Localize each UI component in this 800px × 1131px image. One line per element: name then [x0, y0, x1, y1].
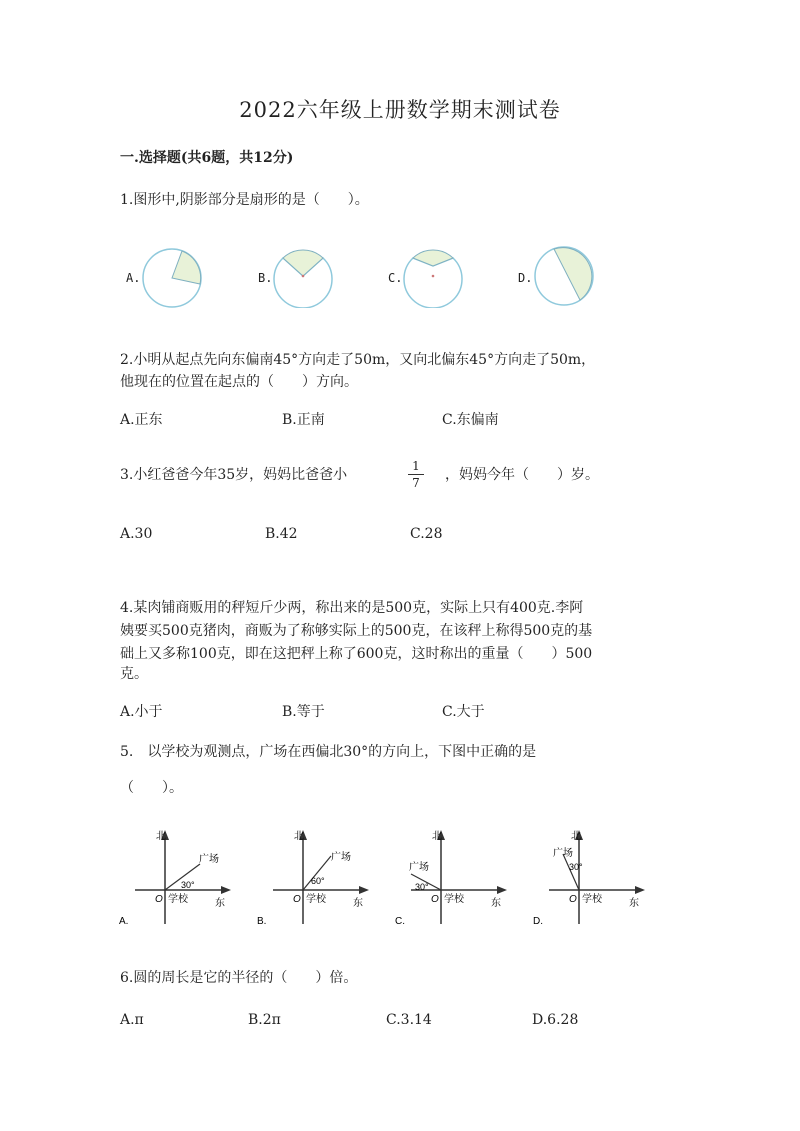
north-label: 北: [156, 831, 166, 842]
q2-option-b[interactable]: B.正南: [282, 412, 325, 428]
east-label: 东: [215, 898, 225, 909]
q4-option-c[interactable]: C.大于: [442, 704, 485, 720]
q2-option-c[interactable]: C.东偏南: [442, 412, 499, 428]
q5-figure-b[interactable]: [253, 826, 373, 928]
east-label: 东: [491, 898, 501, 909]
q4-option-b[interactable]: B.等于: [282, 704, 325, 720]
angle-label: 30°: [181, 880, 195, 890]
q5-option-b-label[interactable]: B.: [257, 916, 267, 927]
school-label: 学校: [582, 894, 602, 905]
q5-option-d-label[interactable]: D.: [533, 916, 543, 927]
q1-option-d-label[interactable]: D.: [518, 271, 533, 285]
q1-option-a-label[interactable]: A.: [126, 271, 141, 285]
q5-figure-a[interactable]: [115, 826, 235, 928]
angle-label: 60°: [311, 876, 325, 886]
q3-stem-b: ，妈妈今年（ ）岁。: [445, 467, 599, 483]
north-label: 北: [571, 831, 581, 842]
origin-label: O: [293, 894, 301, 905]
q5-figure-c[interactable]: [391, 826, 511, 928]
north-label: 北: [432, 831, 442, 842]
q2-stem-line1: 2.小明从起点先向东偏南45°方向走了50m，又向北偏东45°方向走了50m，: [120, 352, 596, 368]
q3-option-b[interactable]: B.42: [265, 526, 298, 542]
q5-stem-line1: 5. 以学校为观测点，广场在西偏北30°的方向上，下图中正确的是: [120, 744, 537, 760]
plaza-label: 广场: [553, 848, 573, 859]
q1-option-c-label[interactable]: C.: [388, 271, 403, 285]
origin-label: O: [155, 894, 163, 905]
school-label: 学校: [168, 894, 188, 905]
q4-stem-line3: 础上又多称100克，即在这把秤上称了600克，这时称出的重量（ ）500: [120, 646, 593, 662]
school-label: 学校: [444, 894, 464, 905]
q1-figure-c[interactable]: [401, 244, 465, 308]
q5-stem-line2: （ ）。: [120, 780, 183, 796]
north-label: 北: [294, 831, 304, 842]
q4-option-a[interactable]: A.小于: [120, 704, 163, 720]
q4-stem-line2: 姨要买500克猪肉，商贩为了称够实际上的500克，在该秤上称得500克的基: [120, 623, 593, 639]
q5-figure-d[interactable]: [529, 826, 649, 928]
q3-fraction-denominator: 7: [412, 476, 420, 490]
origin-label: O: [569, 894, 577, 905]
q6-option-a[interactable]: A.π: [120, 1012, 144, 1028]
plaza-label: 广场: [331, 852, 351, 863]
q6-option-d[interactable]: D.6.28: [532, 1012, 579, 1028]
section-heading: 一.选择题(共6题，共12分): [120, 150, 294, 166]
angle-label: 30°: [569, 862, 583, 872]
school-label: 学校: [306, 894, 326, 905]
plaza-label: 广场: [409, 862, 429, 873]
q2-option-a[interactable]: A.正东: [120, 412, 163, 428]
q6-stem: 6.圆的周长是它的半径的（ ）倍。: [120, 970, 358, 986]
q3-fraction-numerator: 1: [412, 459, 420, 473]
q3-fraction: [406, 459, 426, 490]
q6-option-c[interactable]: C.3.14: [386, 1012, 432, 1028]
q4-stem-line1: 4.某肉铺商贩用的秤短斤少两，称出来的是500克，实际上只有400克.李阿: [120, 600, 584, 616]
q2-stem-line2: 他现在的位置在起点的（ ）方向。: [120, 374, 358, 390]
q6-option-b[interactable]: B.2π: [248, 1012, 281, 1028]
angle-label: 30°: [415, 882, 429, 892]
q4-stem-line4: 克。: [120, 666, 148, 682]
q3-stem-a: 3.小红爸爸今年35岁，妈妈比爸爸小: [120, 467, 348, 483]
q5-option-c-label[interactable]: C.: [395, 916, 405, 927]
q1-figure-b[interactable]: [271, 244, 335, 308]
q1-stem: 1.图形中,阴影部分是扇形的是（ ）。: [120, 192, 369, 208]
q3-option-c[interactable]: C.28: [410, 526, 443, 542]
q3-option-a[interactable]: A.30: [120, 526, 153, 542]
q1-option-b-label[interactable]: B.: [258, 271, 273, 285]
q1-figure-d[interactable]: [532, 244, 596, 308]
east-label: 东: [629, 898, 639, 909]
page-title: 2022六年级上册数学期末测试卷: [239, 98, 561, 122]
q5-option-a-label[interactable]: A.: [119, 916, 129, 927]
origin-label: O: [431, 894, 439, 905]
plaza-label: 广场: [199, 854, 219, 865]
q1-figure-a[interactable]: [140, 246, 204, 310]
fraction-bar: [408, 474, 424, 475]
east-label: 东: [353, 898, 363, 909]
